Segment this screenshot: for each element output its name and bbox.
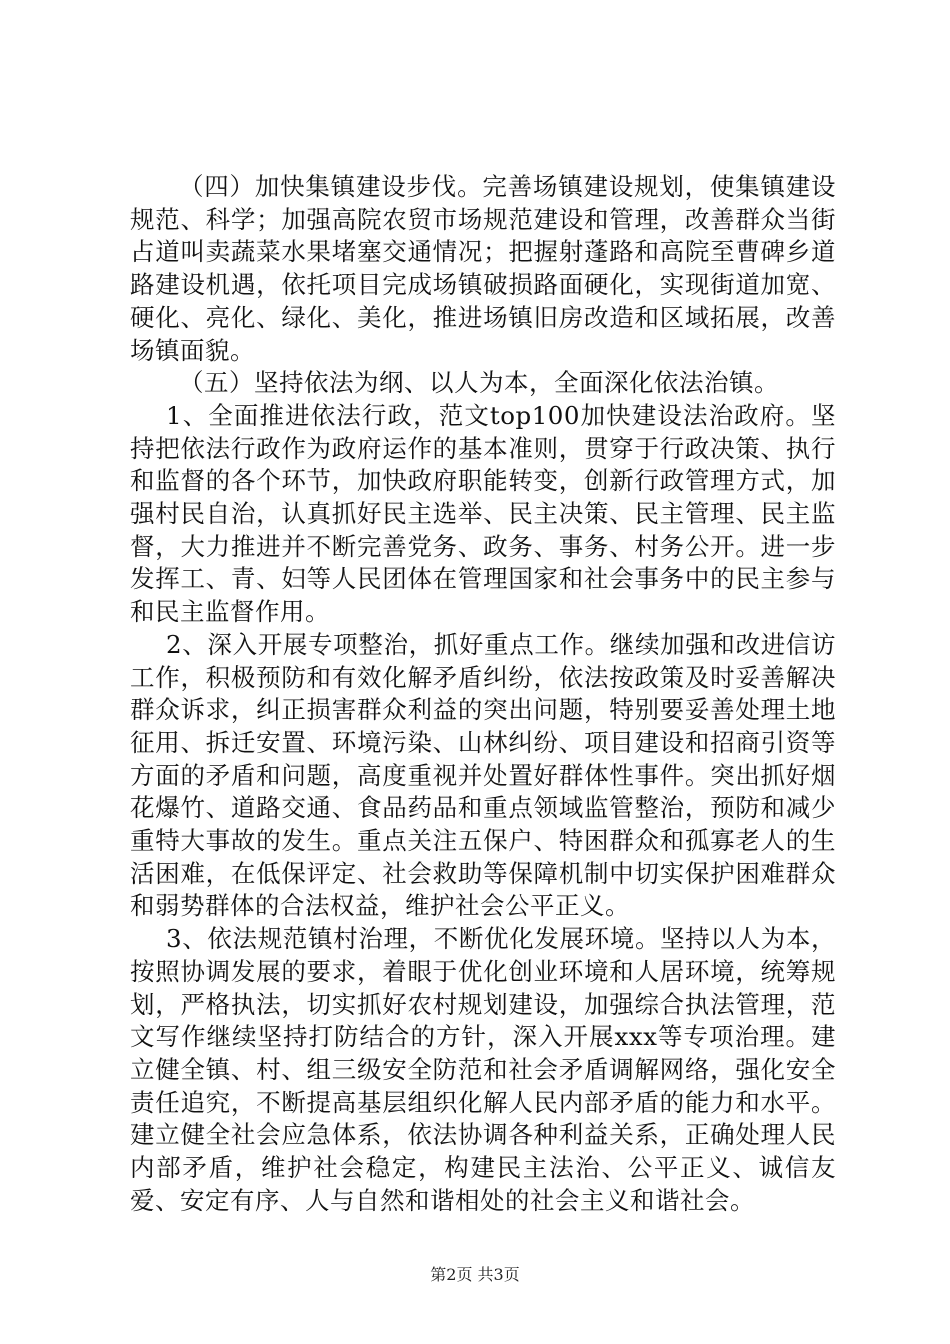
paragraph-item-1: 1、全面推进依法行政，范文top100加快建设法治政府。坚持把依法行政作为政府运作的基本准则，贯穿于行政决策、执行和监督的各个环节，加快政府职能转变，创新行政管理方式，加强村民自治，认真抓好民主选举、民主决策、民主管理、民主监督，大力推进并不断完善党务、政务、事务、村务公开。进一步发挥工、青、妇等人民团体在管理国家和社会事务中的民主参与和民主监督作用。: [130, 400, 836, 627]
paragraph-item-2: 2、深入开展专项整治，抓好重点工作。继续加强和改进信访工作，积极预防和有效化解矛盾纠纷，依法按政策及时妥善解决群众诉求，纠正损害群众利益的突出问题，特别要妥善处理土地征用、拆迁安置、环境污染、山林纠纷、项目建设和招商引资等方面的矛盾和问题，高度重视并处置好群体性事件。突出抓好烟花爆竹、道路交通、食品药品和重点领域监管整治，预防和减少重特大事故的发生。重点关注五保户、特困群众和孤寡老人的生活困难，在低保评定、社会救助等保障机制中切实保护困难群众和弱势群体的合法权益，维护社会公平正义。: [130, 629, 836, 921]
paragraph-item-3: 3、依法规范镇村治理，不断优化发展环境。坚持以人为本，按照协调发展的要求，着眼于优化创业环境和人居环境，统筹规划，严格执法，切实抓好农村规划建设，加强综合执法管理，范文写作继续坚持打防结合的方针，深入开展xxx等专项治理。建立健全镇、村、组三级安全防范和社会矛盾调解网络，强化安全责任追究，不断提高基层组织化解人民内部矛盾的能力和水平。建立健全社会应急体系，依法协调各种利益关系，正确处理人民内部矛盾，维护社会稳定，构建民主法治、公平正义、诚信友爱、安定有序、人与自然和谐相处的社会主义和谐社会。: [130, 924, 836, 1215]
page-number-footer: 第2页 共3页: [430, 1265, 520, 1284]
paragraph-section-5-heading: （五）坚持依法为纲、以人为本，全面深化依法治镇。: [179, 368, 779, 398]
document-body: [130, 171, 836, 1218]
paragraph-section-4: （四）加快集镇建设步伐。完善场镇建设规划，使集镇建设规范、科学；加强高院农贸市场规范建设和管理，改善群众当街占道叫卖蔬菜水果堵塞交通情况；把握射蓬路和高院至曹碑乡道路建设机遇，依托项目完成场镇破损路面硬化，实现街道加宽、硬化、亮化、绿化、美化，推进场镇旧房改造和区域拓展，改善场镇面貌。: [130, 172, 836, 365]
